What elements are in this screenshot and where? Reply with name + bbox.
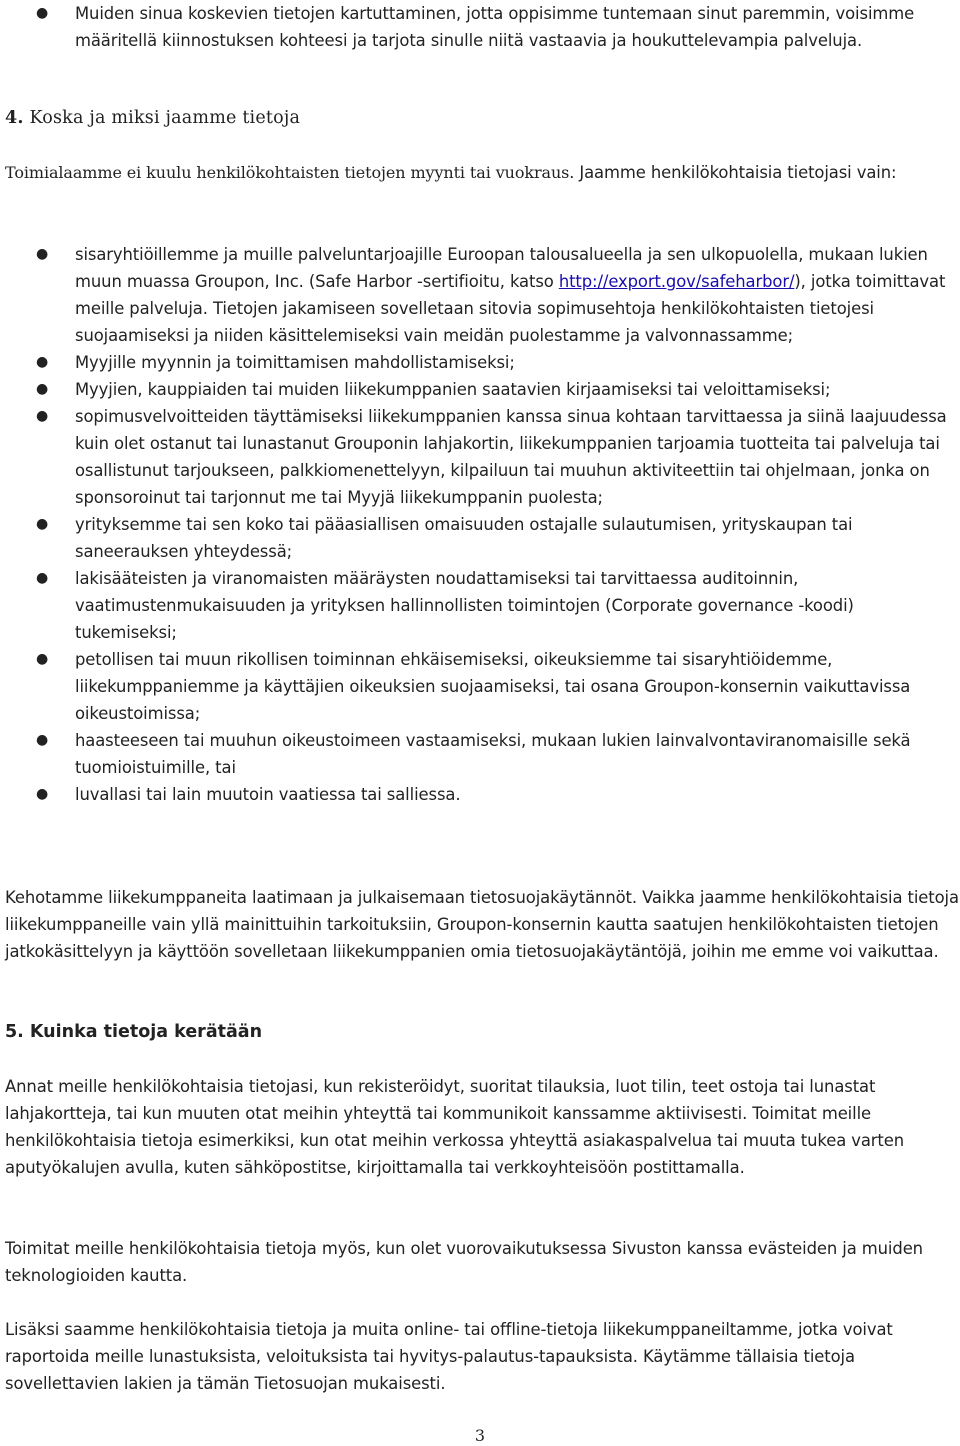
intro-rest-text: Jaamme henkilökohtaisia tietojasi vain: (574, 163, 897, 182)
list-item (0, 349, 960, 376)
list-item-text: yrityksemme tai sen koko tai pääasiallisen omaisuuden ostajalle sulautumisen, yrityskaupan tai saneerauksen yhteydessä; (75, 515, 853, 561)
list-item (0, 781, 960, 808)
section4-closing-paragraph: Kehotamme liikekumppaneita laatimaan ja julkaisemaan tietosuojakäytännöt. Vaikka jaamme henkilökohtaisia tietoja liikekumppaneille vain yllä mainittuihin tarkoituksiin, Groupon-konsernin kautta saatujen henkilökohtaisten tietojen jatkokäsittelyyn ja käyttöön sovelletaan liikekumppanien omia tietosuojakäytäntöjä, joihin me emme voi vaikuttaa. (5, 888, 959, 961)
list-item (0, 241, 960, 349)
section5-paragraph-3: Lisäksi saamme henkilökohtaisia tietoja ja muita online- tai offline-tietoja liikekumppaneiltamme, jotka voivat raportoida meille lunastuksista, veloituksista tai hyvitys-palautus-tapauksista. Käytämme tällaisia tietoja sovellettavien lakien ja tämän Tietosuojan mukaisesti. (5, 1320, 893, 1393)
list-item-text: petollisen tai muun rikollisen toiminnan ehkäisemiseksi, oikeuksiemme tai sisaryhtiöidemme, liikekumppaniemme ja käyttäjien oikeuksien suojaamiseksi, tai osana Groupon-konsernin vaikuttavissa oikeustoimissa; (75, 650, 911, 723)
section5-paragraph-2: Toimitat meille henkilökohtaisia tietoja myös, kun olet vuorovaikutuksessa Sivuston kanssa evästeiden ja muiden teknologioiden kautta. (5, 1239, 923, 1285)
list-item-text: ), jotka toimittavat meille palveluja. Tietojen jakamiseen sovelletaan sitovia sopimusehtoja henkilökohtaisten tietojesi suojaamiseksi ja niiden käsittelemiseksi vain meidän puolestamme ja valvonnassamme; (75, 272, 946, 345)
bullet-dot-icon: ● (36, 381, 49, 397)
page-number: 3 (474, 1426, 486, 1445)
list-item (0, 0, 960, 54)
top-bullet-list (0, 0, 960, 54)
bullet-dot-icon: ● (36, 732, 49, 748)
list-item (0, 727, 960, 781)
list-item (0, 511, 960, 565)
intro-serif-text: Toimialaamme ei kuulu henkilökohtaisten tietojen myynti tai vuokraus. (5, 163, 575, 182)
list-item-text: sopimusvelvoitteiden täyttämiseksi liikekumppanien kanssa sinua kohtaan tarvittaessa ja siinä laajuudessa kuin olet ostanut tai lunastanut Grouponin lahjakortin, liikekumppanien tarjoamia tuotteita tai palveluja tai osallistunut tarjoukseen, palkkiomenettelyyn, kilpailuun tai muuhun aktiviteettiin tai ohjelmaan, jonka on sponsoroinut tai tarjonnut me tai Myyjä liikekumppanin puolesta; (75, 407, 947, 507)
list-item (0, 376, 960, 403)
bullet-dot-icon: ● (36, 570, 49, 586)
bullet-dot-icon: ● (36, 786, 49, 802)
sharing-bullet-list (0, 241, 960, 808)
safeharbor-link[interactable]: http://export.gov/safeharbor/ (558, 272, 795, 291)
list-item-text: Myyjille myynnin ja toimittamisen mahdollistamiseksi; (75, 353, 515, 372)
list-item-text: Myyjien, kauppiaiden tai muiden liikekumppanien saatavien kirjaamiseksi tai veloittamiseksi; (75, 380, 831, 399)
list-item-text: Muiden sinua koskevien tietojen kartuttaminen, jotta oppisimme tuntemaan sinut paremmin, voisimme määritellä kiinnostuksen kohteesi ja tarjota sinulle niitä vastaavia ja houkuttelevampia palveluja. (75, 4, 915, 50)
bullet-dot-icon: ● (36, 354, 49, 370)
bullet-dot-icon: ● (36, 651, 49, 667)
section-title: Koska ja miksi jaamme tietoja (29, 108, 301, 128)
section-number: 4. (5, 108, 24, 128)
list-item (0, 646, 960, 727)
list-item (0, 565, 960, 646)
list-item-text: luvallasi tai lain muutoin vaatiessa tai salliessa. (75, 785, 461, 804)
list-item (0, 403, 960, 511)
bullet-dot-icon: ● (36, 5, 49, 21)
list-item-text: sisaryhtiöillemme ja muille palveluntarjoajille Euroopan talousalueella ja sen ulkopuolella, mukaan lukien muun muassa Groupon, Inc. (Safe Harbor -sertifioitu, katso (75, 245, 928, 291)
section5-paragraph-1: Annat meille henkilökohtaisia tietojasi, kun rekisteröidyt, suoritat tilauksia, luot tilin, teet ostoja tai lunastat lahjakortteja, tai kun muuten otat meihin yhteyttä tai kommunikoit kanssamme aktiivisesti. Toimitat meille henkilökohtaisia tietoja esimerkiksi, kun otat meihin verkossa yhteyttä asiakaspalvelua tai muuta tukea varten aputyökalujen avulla, kuten sähköpostitse, kirjoittamalla tai verkkoyhteisöön postittamalla. (5, 1077, 905, 1177)
bullet-dot-icon: ● (36, 246, 49, 262)
section-heading-4 (5, 105, 300, 132)
list-item-text: haasteeseen tai muuhun oikeustoimeen vastaamiseksi, mukaan lukien lainvalvontaviranomaisille sekä tuomioistuimille, tai (75, 731, 911, 777)
list-item-text: lakisääteisten ja viranomaisten määräysten noudattamiseksi tai tarvittaessa auditoinnin, vaatimustenmukaisuuden ja yrityksen hallinnollisten toimintojen (Corporate governance -koodi) tukemiseksi; (75, 569, 854, 642)
bullet-dot-icon: ● (36, 516, 49, 532)
bullet-dot-icon: ● (36, 408, 49, 424)
section4-intro (5, 159, 960, 186)
section-heading-5: 5. Kuinka tietoja kerätään (5, 1022, 263, 1042)
